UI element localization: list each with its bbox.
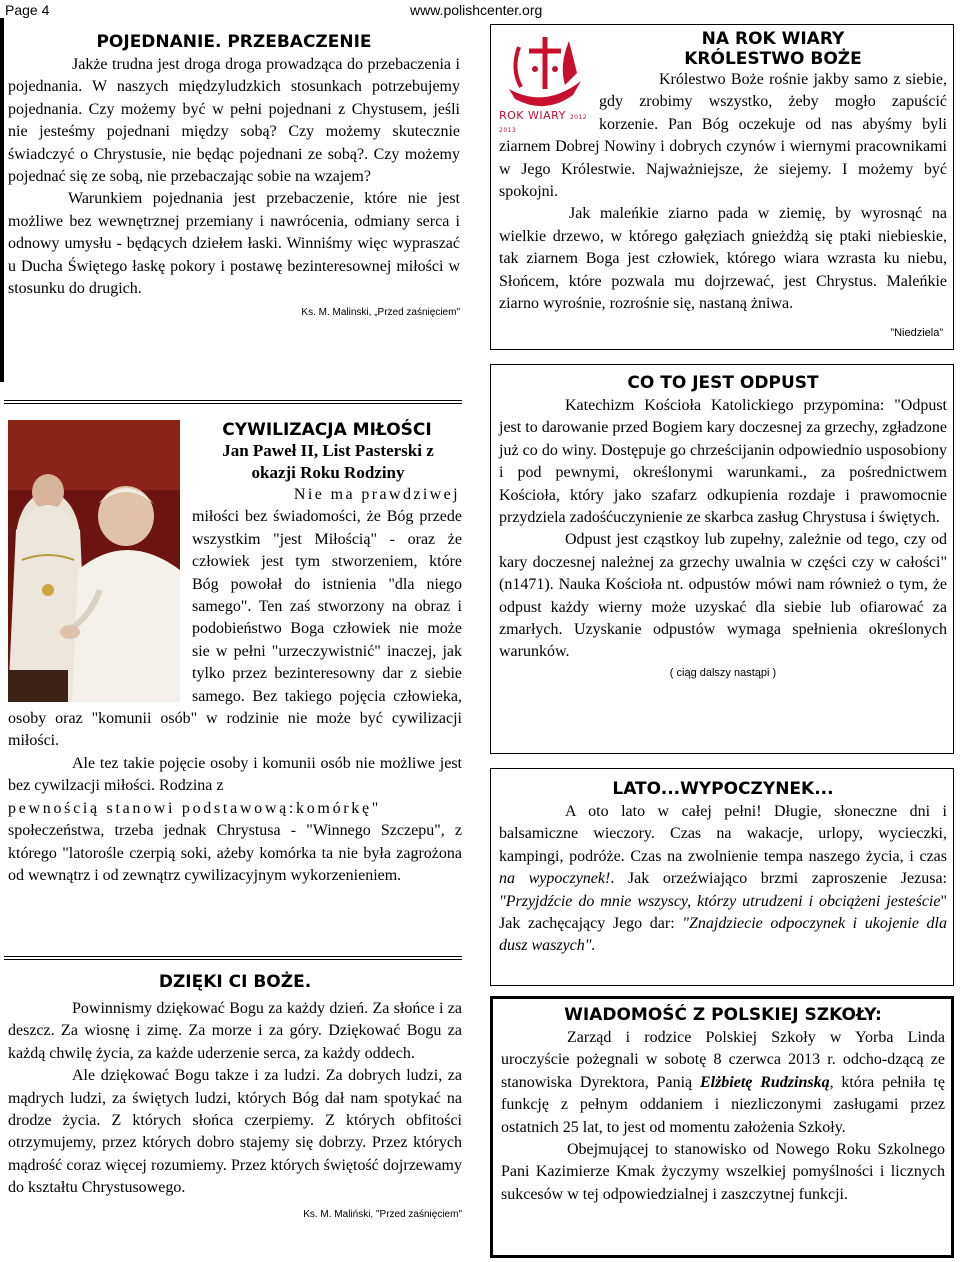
photo-illustration — [8, 420, 180, 702]
article-title: NA ROK WIARY — [701, 29, 845, 49]
logo-text: ROK WIARY 2012 2013 — [499, 109, 588, 134]
director-name: Elżbietę Rudzinską — [699, 1073, 830, 1091]
article-subtitle: Jan Paweł II, List Pasterski z okazji Roku Rodziny — [222, 441, 434, 482]
article-paragraph: Królestwo Boże rośnie jakby samo z siebie, gdy zrobimy wszystko, żeby mogło zapuścić korzenie. Pan Bóg oczekuje od nas abyśmy byli ziarnem Dobrej Nowiny i dobrych czynów i wiernymi pracownikami w Jego Królestwie. Najważniejsze, że siejemy. I możemy być spokojni. — [499, 71, 947, 201]
article-paragraph: Obejmującej to stanowisko od Nowego Roku Szkolnego Pani Kazimierze Kmak życzymy wszelkiej pomyślności i licznych sukcesów w tej odpowiedzialnej i zaszczytnej funkcji. — [501, 1141, 945, 1203]
article-odpust — [490, 364, 954, 754]
article-paragraph: Ale tez takie pojęcie osoby i komunii osób nie możliwe jest bez cywilzacji miłości. Rodzina z — [8, 754, 462, 795]
site-url[interactable]: www.polishcenter.org — [410, 2, 543, 18]
article-paragraph: Jak maleńkie ziarno pada w ziemię, by wyrosnąć na wielkie drzewo, w którego gałęziach gnieżdżą się ptaki niebieskie, tak ziarnem Boga jest człowiek, którego wiara wzrasta ku niebu, Słońcem, które pozwala mu dojrzewać, jest Chrystus. Maleńkie ziarno wyrośnie, rozrośnie się, nastaną żniwa. — [499, 205, 947, 313]
continued-note: ( ciąg dalszy nastąpi ) — [669, 666, 777, 679]
page-header — [0, 0, 960, 24]
article-title: DZIĘKI CI BOŻE. — [158, 972, 312, 992]
article-title: CO TO JEST ODPUST — [627, 373, 819, 393]
article-title: POJEDNANIE. PRZEBACZENIE — [96, 32, 372, 52]
article-paragraph: A oto lato w całej pełni! Długie, słoneczne dni i balsamiczne wieczory. Czas na wakacje, urlopy, wycieczki, kampingi, podróże. Czas na zwolnienie tempa naszego życia, i czas na wypoczynek!. Jak orzeźwiająco brzmi zaproszenie Jezusa: "Przyjdźcie do mnie wszyscy, którzy utrudzeni i obciążeni jesteście" Jak zachęcający Jego dar: "Znajdziecie odpoczynek i ukojenie dla dusz waszych". — [499, 803, 947, 955]
article-source: Ks. M. Maliński, "Przed zaśnięciem" — [303, 1208, 462, 1220]
article-paragraph: Jakże trudna jest droga droga prowadząca do przebaczenia i pojednania. W naszych międzyludzkich stosunkach potrzebujemy pojednania. Czy możemy być w pełni pojednani z Chystusem, jeśli nie jesteśmy pojednani między sobą? Czy możemy skutecznie świadczyć o Chrystusie, nie będąc pojednani ze sobą?. Czy możemy pojednać się ze sobą, nie przebaczając sobie na wzajem? — [8, 56, 460, 186]
article-title: LATO...WYPOCZYNEK... — [612, 779, 834, 799]
article-source: ”Niedziela” — [890, 327, 943, 339]
article-paragraph: Katechizm Kościoła Katolickiego przypomina: "Odpust jest to darowanie przed Bogiem kary doczesnej za grzechy, zgładzone już co do winy. Dostępuje go chrześcijanin odpowiednio usposobiony i pod pewnymi, określonymi warunkami., za pośrednictwem Kościoła, który jako szafarz odkupienia rozdaje i prawomocnie przydziela zadośćuczynienie ze skarbca zasług Chrystusa i świętych. — [499, 397, 947, 527]
pope-madonna-photo — [8, 420, 180, 702]
article-paragraph: Zarząd i rodzice Polskiej Szkoły w Yorba Linda uroczyście pożegnali w sobotę 8 czerwca 2013 r. odcho-dzącą ze stanowiska Dyrektora, Panią Elżbietę Rudzinską, która pełniła tę funkcję z pełnym oddaniem i niezliczonymi zasługami przez ostatnich 25 lat, to jest od momentu założenia Szkoły. — [501, 1029, 945, 1136]
article-paragraph: Powinnismy dziękować Bogu za każdy dzień. Za słońce i za deszcz. Za wiosnę i zimę. Za morze i za góry. Dziękować Bogu za każdą chwilę życia, za każde uderzenie serca, za każdy oddech. — [8, 1000, 462, 1062]
article-paragraph: Warunkiem pojednania jest przebaczenie, które nie jest możliwe bez wewnętrznej przemiany i nawrócenia, odmiany serca i odnowy umysłu - będących dziełem łaski. Winniśmy więc wypraszać u Ducha Świętego łaskę pokory i postawę bezinteresownej miłości w stosunku do drugich. — [8, 190, 460, 298]
article-paragraph-spaced: pewnością stanowi podstawową:komórkę" — [8, 799, 382, 817]
article-paragraph: miłości bez świadomości, że Bóg przede wszystkim "jest Miłością" - oraz że człowiek jest tym stworzeniem, które Bóg powołał do istnienia "dla niego samego". Ten zaś stworzony na obraz i podobieństwo Boga człowiek nie może sie w pełni "urzeczywistnić" inaczej, jak tylko przez bezinteresowny dar z siebie samego. Bez takiego pojęcia człowieka, osoby oraz "komunii osób" w rodzinie nie może być cywilizacji miłości. — [8, 508, 462, 750]
article-pojednanie — [8, 32, 460, 396]
article-paragraph: Ale dziękować Bogu takze i za ludzi. Za dobrych ludzi, za mądrych ludzi, za świętych ludzi, których Bóg dał nam spotykać na drodze życia. Z których słońca czerpiemy. Z których obfitości otrzymujemy, przez których dobro stajemy się dobrzy. Przez których mądrość coraz więcej rozumiemy. Przez których świętość dojrzewamy do kształtu Chrystusowego. — [8, 1067, 462, 1197]
article-dzieki — [4, 956, 462, 1260]
article-lato — [490, 768, 954, 986]
article-cywilizacja — [4, 400, 462, 940]
article-source: Ks. M. Malinski, „Przed zaśnięciem" — [301, 307, 460, 319]
article-paragraph: społeczeństwa, trzeba jednak Chrystusa - "Winnego Szczepu", z którego "latorośle czerpią soki, ażeby komórka ta nie była zagrożona od wewnątrz i od zewnątrz cywilizacyjnym wykorzenieniem. — [8, 822, 462, 884]
article-szkola — [490, 996, 954, 1258]
article-title: KRÓLESTWO BOŻE — [684, 49, 862, 69]
article-title: CYWILIZACJA MIŁOŚCI — [222, 420, 432, 440]
page-number: Page 4 — [5, 2, 50, 18]
rok-wiary-logo — [499, 29, 591, 134]
article-title: WIADOMOŚĆ Z POLSKIEJ SZKOŁY: — [564, 1005, 882, 1025]
article-paragraph-spaced: Nie ma prawdziwej — [293, 486, 460, 503]
article-rok-wiary — [490, 24, 954, 350]
article-paragraph: Odpust jest cząstkoy lub zupełny, zależnie od tego, czy od kary doczesnej należnej za grzechy uwalnia w części czy w całości" (n1471). Nauka Kościoła nt. odpustów mówi nam również o tym, że odpust każdy wierny może uzyskać dla siebie lub ofiarować za zmarłych. Uzyskanie odpustów wymaga spełnienia określonych warunków. — [499, 531, 947, 661]
left-vertical-rule — [0, 18, 4, 382]
